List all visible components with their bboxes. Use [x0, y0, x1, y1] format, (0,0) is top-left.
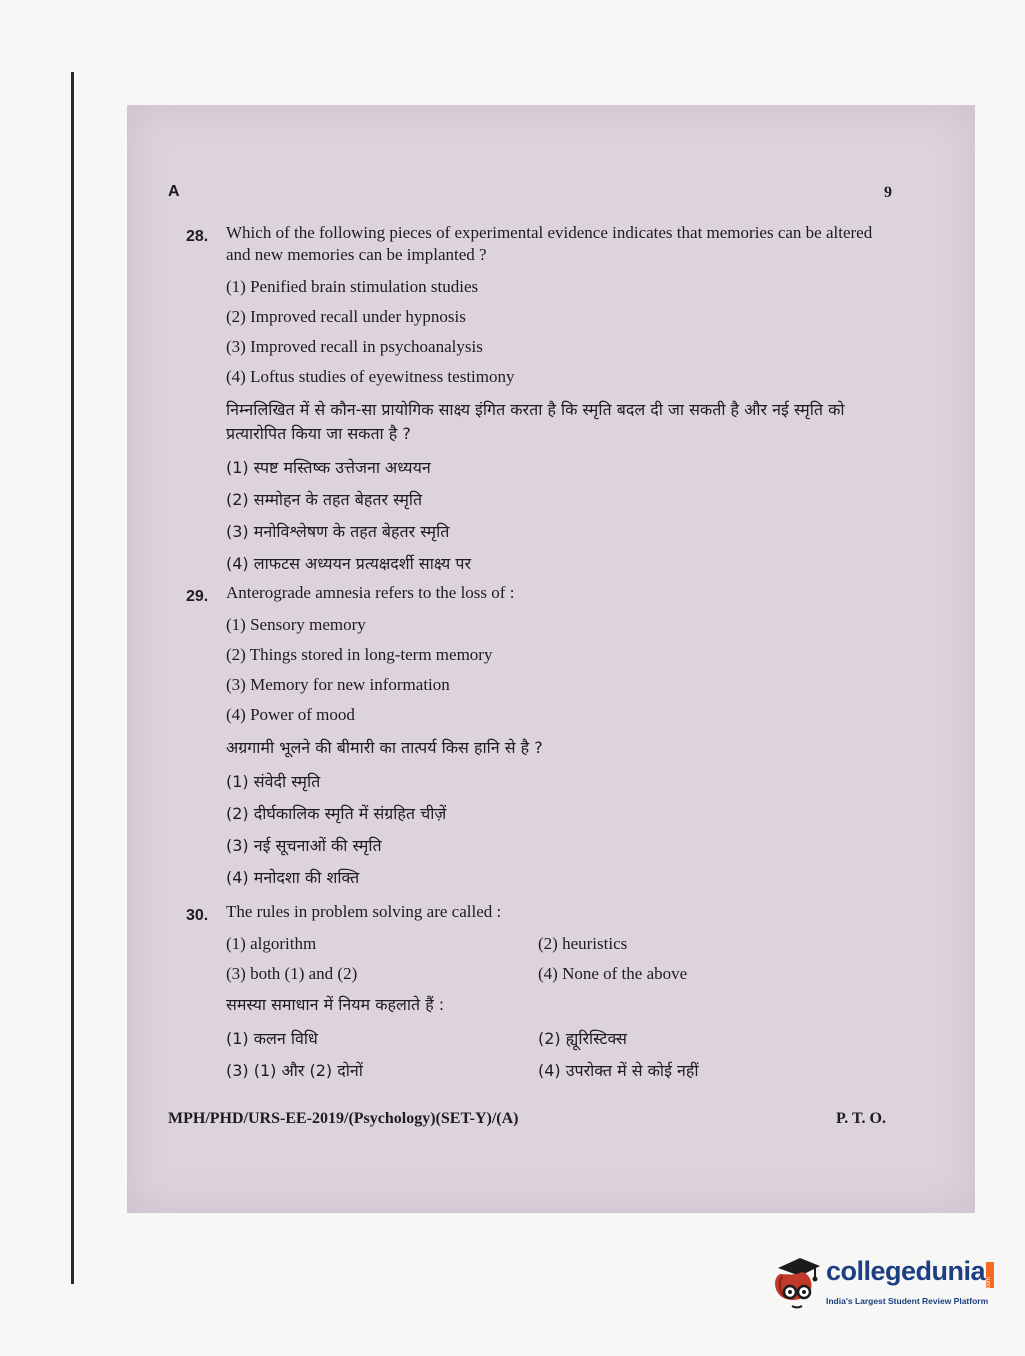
question-number: 30.	[186, 907, 209, 924]
set-code: A	[168, 183, 180, 200]
option-en-2: (2) Things stored in long-term memory	[226, 645, 493, 664]
option-hi-3: (3) मनोविश्लेषण के तहत बेहतर स्मृति	[226, 522, 450, 541]
option-hi-2: (2) ह्यूरिस्टिक्स	[538, 1029, 627, 1048]
question-text-en: The rules in problem solving are called :	[226, 902, 502, 921]
option-en-2: (2) heuristics	[538, 934, 628, 953]
option-row-en-2	[226, 959, 896, 989]
pto-label: P. T. O.	[836, 1110, 886, 1127]
option-en-3: (3) Improved recall in psychoanalysis	[226, 337, 483, 356]
option-en-3: (3) Memory for new information	[226, 675, 450, 694]
option-en-4: (4) None of the above	[538, 964, 688, 983]
option-en-1: (1) algorithm	[226, 934, 317, 953]
question-text-hi: समस्या समाधान में नियम कहलाते हैं :	[226, 995, 445, 1014]
option-row-hi-1	[226, 1023, 896, 1055]
option-en-1: (1) Sensory memory	[226, 615, 366, 634]
question-number: 29.	[186, 588, 209, 605]
paper-code: MPH/PHD/URS-EE-2019/(Psychology)(SET-Y)/(A)	[168, 1110, 519, 1127]
page-number: 9	[884, 184, 892, 201]
option-row-hi-2	[226, 1055, 896, 1087]
option-hi-3: (3) नई सूचनाओं की स्मृति	[226, 836, 382, 855]
option-en-4: (4) Power of mood	[226, 705, 355, 724]
option-hi-4: (4) लाफटस अध्ययन प्रत्यक्षदर्शी साक्ष्य पर	[226, 554, 471, 573]
brand-name: collegedunia	[826, 1256, 986, 1286]
option-en-1: (1) Penified brain stimulation studies	[226, 277, 479, 296]
option-hi-1: (1) स्पष्ट मस्तिष्क उत्तेजना अध्ययन	[226, 458, 431, 477]
question-30	[186, 897, 896, 1087]
question-29	[186, 578, 896, 894]
option-en-4: (4) Loftus studies of eyewitness testimony	[226, 367, 515, 386]
option-hi-3: (3) (1) और (2) दोनों	[226, 1061, 363, 1080]
question-text-en: Anterograde amnesia refers to the loss of :	[226, 583, 515, 602]
option-hi-4: (4) मनोदशा की शक्ति	[226, 868, 360, 887]
question-text-hi: निम्नलिखित में से कौन-सा प्रायोगिक साक्ष्य इंगित करता है कि स्मृति बदल दी जा सकती है और नई स्मृति को प्रत्यारोपित किया जा सकता है ?	[226, 400, 845, 443]
option-hi-4: (4) उपरोक्त में से कोई नहीं	[538, 1061, 699, 1080]
dotcom-badge: .com	[986, 1262, 994, 1288]
question-28	[186, 218, 896, 580]
option-hi-1: (1) संवेदी स्मृति	[226, 772, 321, 791]
option-en-3: (3) both (1) and (2)	[226, 964, 358, 983]
option-en-2: (2) Improved recall under hypnosis	[226, 307, 466, 326]
option-hi-2: (2) दीर्घकालिक स्मृति में संग्रहित चीज़ें	[226, 804, 447, 823]
option-row-en-1	[226, 929, 896, 959]
collegedunia-logo	[770, 1254, 1000, 1314]
question-text-en: Which of the following pieces of experimental evidence indicates that memories can be altered and new memories can be implanted ?	[226, 223, 873, 264]
option-hi-2: (2) सम्मोहन के तहत बेहतर स्मृति	[226, 490, 423, 509]
option-hi-1: (1) कलन विधि	[226, 1029, 318, 1048]
mascot-icon	[770, 1254, 822, 1312]
question-number: 28.	[186, 228, 209, 245]
scan-edge	[71, 72, 74, 1284]
brand-tagline: India's Largest Student Review Platform	[826, 1296, 989, 1306]
question-text-hi: अग्रगामी भूलने की बीमारी का तात्पर्य किस हानि से है ?	[226, 738, 543, 757]
